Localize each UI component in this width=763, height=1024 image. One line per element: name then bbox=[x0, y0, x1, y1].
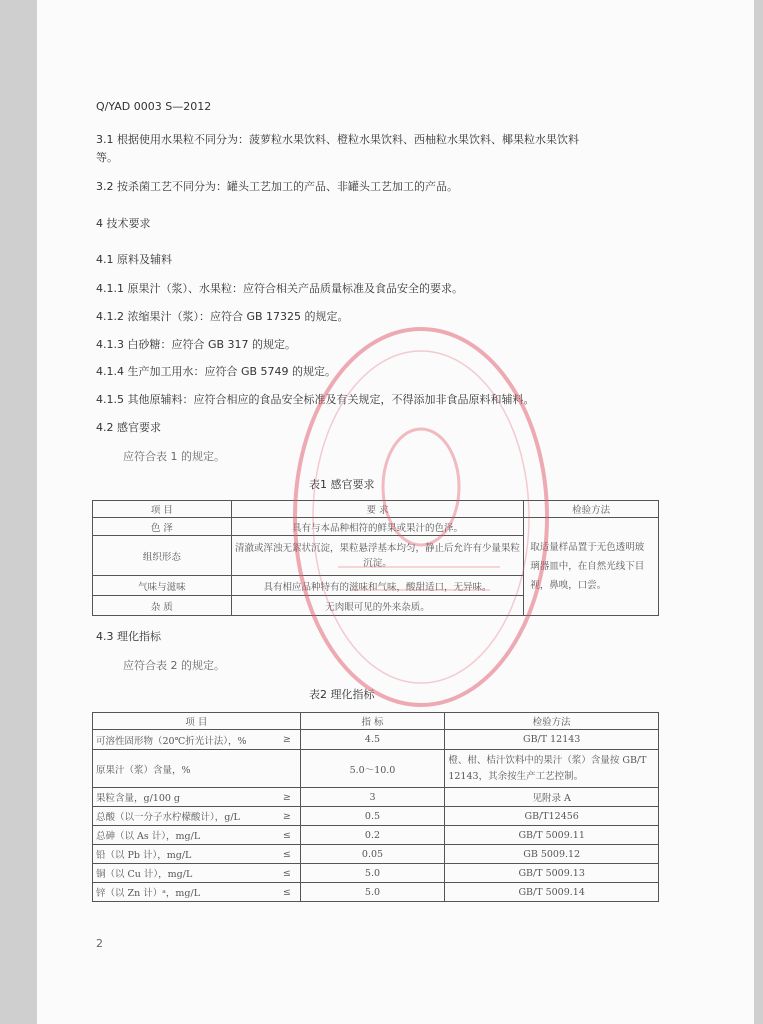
table2-item: 原果汁（浆）含量，% bbox=[93, 750, 275, 788]
section-4-2-heading: 4.2 感官要求 bbox=[96, 421, 161, 434]
table2-item: 锌（以 Zn 计）ᵃ，mg/L bbox=[93, 883, 275, 902]
table2-value: 5.0～10.0 bbox=[300, 750, 445, 788]
table1-caption: 表1 感官要求 bbox=[309, 478, 375, 491]
table1-item: 组织形态 bbox=[93, 536, 232, 576]
table2-value: 0.2 bbox=[300, 826, 445, 845]
table2-operator: ≤ bbox=[274, 883, 300, 902]
clause-4-1-3: 4.1.3 白砂糖：应符合 GB 317 的规定。 bbox=[96, 338, 297, 351]
table2-value: 5.0 bbox=[300, 864, 445, 883]
table2-method: GB/T 5009.11 bbox=[445, 826, 659, 845]
table2-value: 5.0 bbox=[300, 883, 445, 902]
table1-requirement: 具有与本品种相符的鲜果或果汁的色泽。 bbox=[231, 518, 523, 536]
table2-value: 3 bbox=[300, 788, 445, 807]
clause-4-1-2: 4.1.2 浓缩果汁（浆）：应符合 GB 17325 的规定。 bbox=[96, 310, 349, 323]
table1-method: 取适量样品置于无色透明玻璃器皿中，在自然光线下目视，鼻嗅，口尝。 bbox=[524, 518, 659, 616]
clause-4-1-4: 4.1.4 生产加工用水：应符合 GB 5749 的规定。 bbox=[96, 365, 337, 378]
table1-header-method: 检验方法 bbox=[524, 501, 659, 518]
sensory-table bbox=[92, 500, 659, 616]
table2-reference: 应符合表 2 的规定。 bbox=[123, 659, 225, 672]
table1-requirement: 无肉眼可见的外来杂质。 bbox=[231, 596, 523, 616]
clause-4-1-1: 4.1.1 原果汁（浆）、水果粒：应符合相关产品质量标准及食品安全的要求。 bbox=[96, 282, 463, 295]
table2-operator: ≥ bbox=[274, 807, 300, 826]
para-3-2: 3.2 按杀菌工艺不同分为：罐头工艺加工的产品、非罐头工艺加工的产品。 bbox=[96, 180, 458, 193]
table2-value: 4.5 bbox=[300, 730, 445, 750]
para-3-1-cont: 等。 bbox=[96, 151, 118, 164]
table2-operator: ≤ bbox=[274, 845, 300, 864]
table1-requirement: 清澈或浑浊无絮状沉淀，果粒悬浮基本均匀，静止后允许有少量果粒沉淀。 bbox=[231, 536, 523, 576]
page-number: 2 bbox=[96, 937, 103, 950]
table2-operator bbox=[274, 750, 300, 788]
table2-caption: 表2 理化指标 bbox=[309, 688, 375, 701]
table2-method: GB/T 5009.13 bbox=[445, 864, 659, 883]
table2-item: 总砷（以 As 计），mg/L bbox=[93, 826, 275, 845]
table2-item: 可溶性固形物（20℃折光计法），% bbox=[93, 730, 275, 750]
table1-item: 气味与滋味 bbox=[93, 576, 232, 596]
table2-value: 0.5 bbox=[300, 807, 445, 826]
section-4-1-heading: 4.1 原料及辅料 bbox=[96, 253, 172, 266]
table2-operator: ≤ bbox=[274, 826, 300, 845]
table2-method: 见附录 A bbox=[445, 788, 659, 807]
table2-method: GB/T12456 bbox=[445, 807, 659, 826]
table2-method: GB/T 12143 bbox=[445, 730, 659, 750]
table1-reference: 应符合表 1 的规定。 bbox=[123, 450, 225, 463]
table2-operator: ≥ bbox=[274, 788, 300, 807]
table2-value: 0.05 bbox=[300, 845, 445, 864]
table2-header-value: 指 标 bbox=[300, 713, 445, 730]
table1-requirement: 具有相应品种特有的滋味和气味，酸甜适口，无异味。 bbox=[231, 576, 523, 596]
table1-header-requirement: 要 求 bbox=[231, 501, 523, 518]
table2-item: 总酸（以一分子水柠檬酸计），g/L bbox=[93, 807, 275, 826]
table1-item: 色 泽 bbox=[93, 518, 232, 536]
section-4-3-heading: 4.3 理化指标 bbox=[96, 630, 161, 643]
physicochemical-table bbox=[92, 712, 659, 902]
table2-operator: ≤ bbox=[274, 864, 300, 883]
table1-header-item: 项 目 bbox=[93, 501, 232, 518]
section-4-heading: 4 技术要求 bbox=[96, 217, 151, 230]
para-3-1: 3.1 根据使用水果粒不同分为：菠萝粒水果饮料、橙粒水果饮料、西柚粒水果饮料、椰果粒水果饮料 bbox=[96, 133, 579, 146]
table2-item: 果粒含量，g/100 g bbox=[93, 788, 275, 807]
table2-method: GB 5009.12 bbox=[445, 845, 659, 864]
table2-method: GB/T 5009.14 bbox=[445, 883, 659, 902]
doc-code: Q/YAD 0003 S—2012 bbox=[96, 100, 212, 113]
table2-header-item: 项 目 bbox=[93, 713, 301, 730]
clause-4-1-5: 4.1.5 其他原辅料：应符合相应的食品安全标准及有关规定，不得添加非食品原料和辅料。 bbox=[96, 393, 535, 406]
table2-item: 铅（以 Pb 计），mg/L bbox=[93, 845, 275, 864]
table2-item: 铜（以 Cu 计），mg/L bbox=[93, 864, 275, 883]
table2-method: 橙、柑、桔汁饮料中的果汁（浆）含量按 GB/T 12143，其余按生产工艺控制。 bbox=[445, 750, 659, 788]
table1-item: 杂 质 bbox=[93, 596, 232, 616]
table2-operator: ≥ bbox=[274, 730, 300, 750]
table2-header-method: 检验方法 bbox=[445, 713, 659, 730]
